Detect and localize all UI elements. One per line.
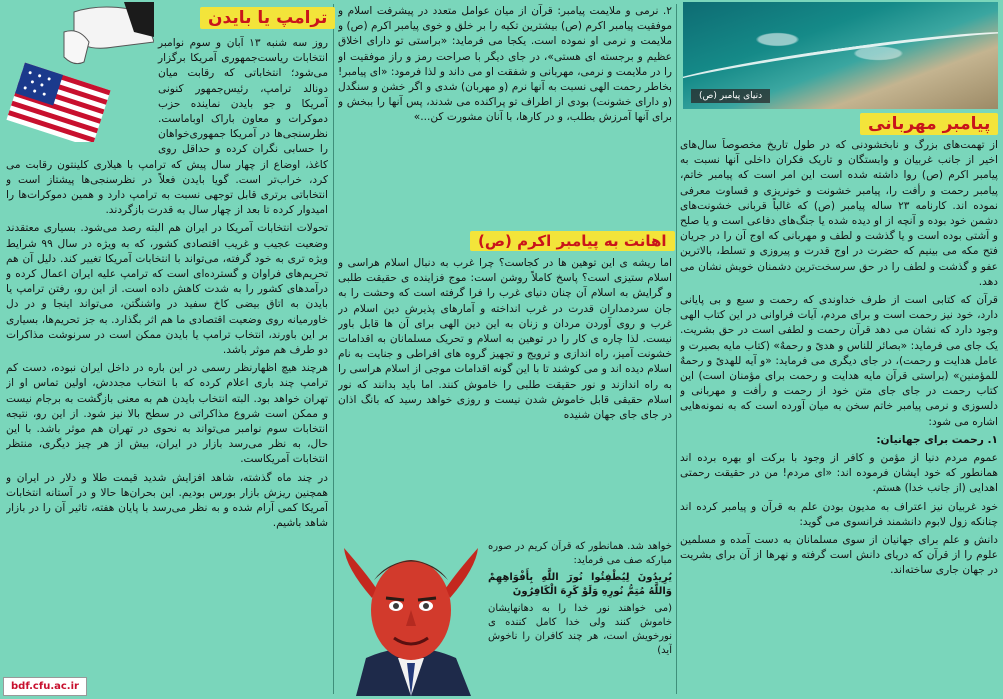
right-column-text xyxy=(680,138,998,694)
image-caption: دنیای پیامبر (ص) xyxy=(691,89,770,103)
paragraph: خواهد شد. همانطور که قرآن کریم در صوره مبارکه صف می فرماید: xyxy=(488,541,672,566)
quran-quote: یُرِیدُونَ لِیُطْفِئُوا نُورَ اللَّهِ بِأَفْوَاهِهِمْ وَاللَّهُ مُتِمُّ نُورِهِ وَلَوْ کَرِهَ الْکَافِرُونَ xyxy=(488,572,672,597)
caricature-portrait xyxy=(336,528,486,696)
paragraph: ۲. نرمی و ملایمت پیامبر: قرآن از میان عوامل متعدد در پیشرفت اسلام و موفقیت پیامبر اکرم (ص) بیشترین تکیه را بر خلق و خوی پیامبر اکرم (ص) و ملایمت و نرمی او نموده است. یکجا می فرماید: «براستی تو دارای اخلاق عظیم و برجسته ای هستی»، در جای دیگر با صراحت رمز و راز موفقیت او را در ملایمت و نرمی، مهربانی و شفقت او می داند و لذا فرمود: «ای پیامبر! بخاطر رحمت الهی نسبت به آنها نرم (و مهربان) شدی و اگر خشن و سنگدل (و دارای خشونت) بودی از اطراف تو پراکنده می شدند، پس آنها را ببخش و برای آنها آمرزش بطلب، و در کارها، با آنان مشورت کن...» xyxy=(338,5,672,124)
paragraph: تحولات انتخابات آمریکا در ایران هم البته رصد می‌شود. بسیاری معتقدند وضعیت عجیب و غریب اقتصادی کشور، که به ویژه در سال ۹۹ شرایط ویژه تری به خود گرفته، می‌تواند با انتخابات آمریکا تغییر کند. دلیل آن هم تحریم‌های فراوان و گسترده‌ای است که ترامپ علیه ایران اعمال کرده و درآمدهای کشور را به شدت کاهش داده است. از این رو، رفتن ترامپ یا بایدن به اتاق بیضی کاخ سفید در واشنگتن، می‌تواند اینجا و در دل خاورمیانه روی وضعیت اقتصادی ما هم اثر بگذارد. به جز تحریم‌ها، بسیاری بر این باورند، انتخاب ترامپ یا بایدن ممکن است در سرنوشت مذاکرات دو طرف هم موثر باشد. xyxy=(6,222,328,357)
middle-intro-text xyxy=(338,4,672,226)
paragraph: در چند ماه گذشته، شاهد افزایش شدید قیمت طلا و دلار در ایران و همچنین ریزش بازار بورس بودیم. این بحران‌ها حالا و در آستانه انتخابات آمریکا کمی آرام شده و به نظر می‌رسد با پایان هفته، تاثیر آن را در بازار شاهد باشیم. xyxy=(6,471,328,530)
left-column-title: ترامپ یا بایدن xyxy=(200,8,335,28)
paragraph: اما ریشه ی این توهین ها در کجاست؟ چرا غرب به دنبال اسلام هراسی و اسلام ستیزی است؟ پاسخ کاملاً روشن است: موج فزاینده ی حقیقت طلبی و گرایش به اسلام آن چنان دنیای غرب را فرا گرفته است که وحشت را به جان سردمداران قدرت در غرب انداخته و آمارهای پذیرش دین اسلام در غرب و روی آوردن مردان و زنان به این دین الهی برای آن ها قابل باور نیست. لذا چاره ی کار را در توهین به اسلام و تحریک مسلمانان به اقدامات خشونت آمیز، راه اندازی و ترویج و تجهیز گروه های افراطی و جنایت به نام اسلام دیده اند و می کوشند تا با این گونه اقدامات موجی از اسلام هراسی را به راه اندازند و نور حقیقت طلبی را خاموش کنند. اما باید بدانند که نور اسلام حقیقی قابل خاموش شدن نیست و روزی خواهد رسید که بانگ اذان در جای جای جهان شنیده xyxy=(338,257,672,422)
column-divider xyxy=(676,4,677,694)
paragraph: روز سه شنبه ۱۳ آبان و سوم نوامبر انتخابات ریاست‌جمهوری آمریکا برگزار می‌شود؛ انتخاباتی که رقابت میان دونالد ترامپ، رئیس‌جمهور کنونی آمریکا و جو بایدن نماینده حزب دموکرات و معاون باراک اوباماست. نظرسنجی‌ها در آمریکا جمهوری‌خواهان را حسابی نگران کرده و حداقل روی کاغذ، اوضاع از چهار سال پیش که ترامپ با هیلاری کلینتون رقابت می کرد، خراب‌تر است. گویا بایدن فعلاً در نظرسنجی‌ها پیشتاز است و انتخاباتی برتری قابل توجهی نسبت به ترامپ دارد و همین دموکرات‌ها را امیدوار کرده تا بعد از چهار سال به قدرت بازگردند. xyxy=(6,37,328,217)
middle-column-lower-text xyxy=(488,540,672,696)
wave-foam xyxy=(683,23,998,96)
sea-shore-image xyxy=(683,2,998,109)
paragraph: هرچند هیچ اظهارنظر رسمی در این باره در داخل ایران نبوده، دست کم ترامپ چند باری اعلام کرده که با انتخاب مجددش، اولین تماس او از تهران خواهد بود. البته انتخاب بایدن هم به معنی بازگشت به برجام نیست و ممکن است شروع مذاکراتی در سطح بالا نیز شود. از این رو، نتیجه انتخابات سوم نوامبر می‌تواند به نحوی در تهران هم موثر باشد. با این حال، به نظر می‌رسد بازار در ایران، بیش از هر چیز دیگری، منتظر انتخابات آمریکاست. xyxy=(6,362,328,466)
middle-column-text xyxy=(338,256,672,536)
paragraph: دانش و علم برای جهانیان از سوی مسلمانان به دست آمده و مسلمین علوم را از قرآن که دریای دانش است گرفته و نهرها از آن برای بشریت در جهان جاری ساخته‌اند. xyxy=(680,534,998,577)
paragraph: از تهمت‌های بزرگ و نابخشودنی که در طول تاریخ مخصوصاً سال‌های اخیر از جانب غربیان و وابستگان و تاریک فکران داخلی آنها نسبت به پیامبر اکرم (ص) روا داشته شده است این امر است که پیامبر خاتم، پیامبر رحمت و رأفت را، پیامبر خشونت و خونریزی و قساوت معرفی نموده اند. کارنامه ۲۳ ساله پیامبر (ص) که غالباً قربانی خشونت‌های دشمن خود بوده و آنچه از او دیده شده یا جنگ‌های دفاعی است و یا صلح و آشتی بوده است و یا گذشت و لطف و مهربانی که اوج آن را در جریان فتح مکه می بینیم که حضرت در اوج قدرت و پیروزی و تسلط، بالاترین عفو و گذشت و لطف را در حق سرسخت‌ترین دشمنان خویش نشان می دهد. xyxy=(680,139,998,288)
quote-translation: (می خواهند نور خدا را به دهانهایشان خاموش کنند ولی خدا کامل کننده ی نورخویش است، هر چند کافران را ناخوش آید) xyxy=(488,603,672,656)
paragraph: خود غربیان نیز اعتراف به مدیون بودن علم به قرآن و پیامبر کرده اند چنانکه زول لابوم دانشمند فرانسوی می گوید: xyxy=(680,500,998,528)
site-logo[interactable]: bdf.cfu.ac.ir xyxy=(3,677,87,696)
left-column-text xyxy=(6,36,328,694)
right-column-title: پیامبر مهربانی xyxy=(860,114,998,134)
paragraph: قرآن که کتابی است از طرف خداوندی که رحمت و سبع و بی پایانی دارد، خود نیز رحمت است و برای مردم، آیات فراوانی در این کتاب الهی وجود دارد که نشان می دهد قرآن رحمت و لطفی است در حق بشریت. یک جای می فرماید: «بصائر للناس و هدیً و رحمهٌ» (کتاب مایه بصیرت و عامل هدایت و رحمت)، در جای دیگری می فرماید: «و آیه للهدیً و رحمهٌ للمؤمنین» (براستی قرآن مایه هدایت و رحمت برای مؤمنان است) این کتاب رحمت در جای جای متن خود از رحمت و رأفت و مهربانی و دلسوزی و نرمی پیامبر خاتم سخن به میان آورده است که به نمونه‌هایی اشاره می شود: xyxy=(680,294,998,428)
flag-spacer xyxy=(6,36,158,146)
paragraph: عموم مردم دنیا از مؤمن و کافر از وجود با برکت او بهره برده اند همانطور که خود ایشان فرموده اند: «ای مردم! من در حقیقت رحمتی اهدایی (از جانب خدا) هستم. xyxy=(680,452,998,495)
middle-column-title: اهانت به پیامبر اکرم (ص) xyxy=(470,232,675,250)
paragraph: ۱. رحمت برای جهانیان: xyxy=(876,433,998,446)
column-divider xyxy=(333,4,334,694)
